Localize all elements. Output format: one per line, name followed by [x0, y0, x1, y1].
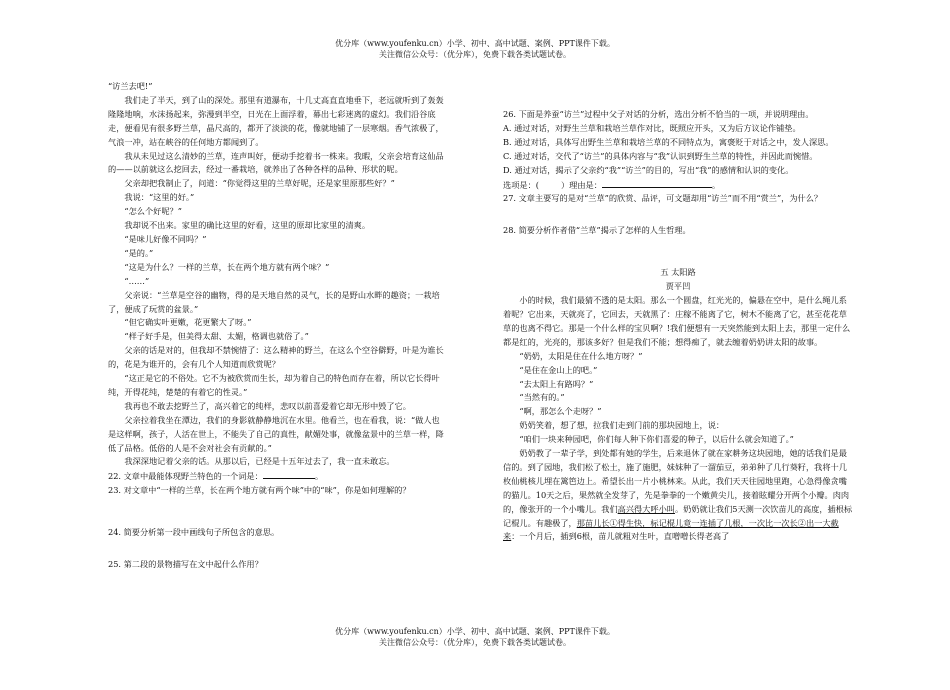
paragraph: 我说：“这里的好。” [124, 192, 195, 203]
paragraph: “是味儿好像不同吗？” [124, 233, 207, 244]
paragraph: 我们走了半天，到了山的深处。那里有道瀑布，十几丈高直直地垂下，老远就听到了轰轰隆隆地响，水沫扬起来，弥漫到半空，日光在上面浮着，幕出七彩迷离的虚幻。我们沿谷底走，便看见有很多野兰草，晶尺高的，都开了淡淡的花，像就地铺了一层寒烟。香气浓极了，气浪一冲，站在峡谷的任何地方都闻到了。 [108, 94, 444, 147]
paragraph: “咱们一块来种园吧，你们每人种下你们喜爱的种子，以后什么就会知道了。” [519, 434, 794, 445]
underlined-sentence: 那苗儿长①得生快，标记棍儿竟一连插了几根，一次比一次长②出一大截来 [503, 517, 839, 542]
footer-line-1: 优分库（www.youfenku.cn）小学、初中、高中试题、案例、PPT课件下载。 [335, 627, 615, 636]
paragraph-text: 奶奶教了一辈子学，到处都有她的学生，后来退休了就在家耕务这块园地，她的话我们是最信的。到了园地，我们松了松土，施了施肥，妹妹种了一溜茄豆，弟弟种了几行葵籽，我将十几枚仙桃核儿埋在篱笆边上。希望长出一片小桃林来。从此，我们天天往园地里跑，心急得像贪嘴的猫儿。10天之后，果然就全发芽了，先是拳拳的一个嫩黄尖儿，接着眩耀分开两个小瓣。肉肉的，像张开的一个小嘴儿。我们 [503, 448, 850, 514]
paragraph: 我深深地记着父亲的话。从那以后，已经是十五年过去了，我一直未敢忘。 [124, 456, 395, 467]
answer-blank[interactable] [263, 469, 315, 479]
header-line-1: 优分库（www.youfenku.cn）小学、初中、高中试题、案例、PPT课件下载。 [335, 39, 615, 48]
question-27: 27. 文章主要写的是对“兰草”的欣赏、品评，可文题却用“访兰”而不用“赏兰”，为什么？ [503, 193, 823, 204]
paragraph: “当然有的。” [519, 392, 565, 403]
paragraph [503, 447, 853, 544]
paragraph: “怎么个好呢？” [124, 206, 182, 217]
paragraph: 父亲拉着我坐在潭边，我们的身影就静静地沉在水里。他看兰，也在看我，说：“做人也是这样啊，孩子，人活在世上，不能失了自己的真性，献媚处事，就像盆景中的兰草一样，降低了品格。低俗的人是不会对社会有贡献的。” [108, 414, 444, 453]
option-b: B. 通过对话，具体写出野生兰草和栽培兰草的不同特点为，寓褒贬于对话之中，发人深思。 [503, 136, 834, 147]
choice-line [503, 178, 853, 193]
option-a: A. 通过对话，对野生兰草和栽培兰草作对比，既照应开头，又为后方议论作铺垫。 [503, 122, 801, 133]
paragraph: 小的时候，我们最猜不透的是太阳。那么一个圆盘，红光光的，偏悬在空中，是什么绳儿系着呢？它出来，天就亮了，它回去，天就黑了：庄稼不能离了它，树木不能离了它，甚至花花草草的也离不得它。那是一个什么样的宝贝啊？!我们便想有一天突然能到太阳上去，那里一定什么都是红的，光亮的，那该多好？但是我们不能；想得痴了，就去缠着奶奶讲太阳的故事。 [503, 295, 851, 347]
question-25: 25. 第二段的景物描写在文中起什么作用？ [108, 559, 263, 570]
paragraph: 父亲说：“兰草是空谷的幽物，得的是天地自然的灵气，长的是野山水畔的趣资；一栽培了，便成了玩赏的盆景。” [108, 289, 440, 314]
question-26: 26. 下面是养蚕“访兰”过程中父子对话的分析，选出分析不恰当的一项，并说明理由。 [503, 109, 814, 119]
answer-space [503, 206, 853, 224]
option-c: C. 通过对话，交代了“访兰”的具体内容与“我”认识到野生兰草的特性，并因此而惋惜。 [503, 150, 818, 161]
footer-line-2: 关注微信公众号：（优分库），免费下载各类试题试卷。 [379, 638, 571, 647]
choice-prefix: 选项是：( [503, 179, 539, 190]
paragraph: 我却说不出来。家里的确比这里的好看，这里的原却比家里的清爽。 [124, 220, 371, 231]
reason-blank[interactable] [602, 178, 712, 188]
paragraph: 奶奶笑着，想了想，拉我们走到门前的那块园地上，说： [519, 420, 725, 431]
question-23: 23. 对文章中“一样的兰草，长在两个地方就有两个味”中的“味”，你是如何理解的？ [108, 485, 411, 496]
paragraph-text: 。奶奶就让我们5天测一次饮苗儿的高度，插根标记棍儿。有趣极了， [503, 503, 853, 528]
header-line-2: 关注微信公众号：（优分库），免费下载各类试题试卷。 [379, 50, 571, 59]
paragraph-text: ：一个月后，插到6根，苗儿就粗对生叶，直噌噌长得老高了 [511, 531, 730, 542]
paragraph: “样子好手是，但美得太甜、太媚，格调也就俗了。” [124, 331, 309, 342]
question-24: 24. 简要分析第一段中画线句子所包含的意思。 [108, 527, 280, 538]
paragraph: 我再也不敢去挖野兰了，高兴着它的纯样，悲叹以前喜爱着它却无形中毁了它。 [124, 400, 411, 411]
answer-space [108, 540, 446, 558]
paragraph: “去太阳上有路吗？” [519, 378, 594, 389]
paragraph: “访兰去吧!” [108, 81, 153, 91]
question-28: 28. 简要分析作者借“兰草”揭示了怎样的人生哲理。 [503, 225, 691, 236]
author-name: 贾平凹 [665, 281, 691, 292]
paragraph: “是住在金山上的吧。” [519, 364, 598, 375]
paragraph: “但它确实叶更嫩，花更繁大了呀。” [124, 317, 252, 328]
question-22-end: 。 [314, 471, 324, 482]
page-header [0, 38, 950, 60]
right-column [503, 108, 853, 544]
choice-mid: ）理由是： [560, 179, 602, 190]
paragraph: 父亲却把我制止了，问道：“你觉得这里的兰草好呢，还是家里原那些好？” [124, 178, 395, 189]
paragraph: “这正是它的不俗处。它不为被欣赏而生长，却为着自己的特色而存在着，所以它长得叶纯，开得花纯，楚楚的有着它的性灵。” [108, 373, 440, 397]
paragraph: 我从未见过这么清妙的兰草，连声叫好，便动手挖着书一株来。我暇，父亲会培育这仙品的——以前就这么挖回去，经过一番栽培，就养出了各种各样的品种、形状的呢。 [108, 150, 444, 175]
paragraph: “这是为什么？一样的兰草，长在两个地方就有两个味？” [124, 261, 330, 272]
left-column [108, 80, 446, 572]
choice-end: 。 [711, 179, 721, 190]
option-d: D. 通过对话，揭示了父亲约“我”“访兰”的目的，写出“我”的感情和认识的变化。 [503, 164, 794, 175]
answer-space [108, 498, 446, 526]
paragraph: 父亲的话是对的，但我却不禁惋惜了：这么精神的野兰，在这么个空谷僻野，叶是为谁长的，花是为谁开的，会有几个人知道而欣赏呢？ [108, 345, 444, 370]
answer-space [503, 238, 853, 266]
paragraph: “奶奶，太阳是住在什么地方呀？” [519, 350, 643, 361]
paragraph: “是的。” [124, 247, 154, 258]
section-title: 五 太阳路 [660, 267, 696, 278]
question-22 [108, 469, 446, 484]
page-footer [0, 626, 950, 648]
question-22-text: 22. 文章中最能体现野兰特色的一个词是： [108, 471, 263, 482]
paragraph: “啊，那怎么个走呀？” [519, 406, 602, 417]
paragraph: “……” [124, 275, 150, 286]
underlined-phrase: 高兴得大呼小叫 [617, 503, 675, 514]
